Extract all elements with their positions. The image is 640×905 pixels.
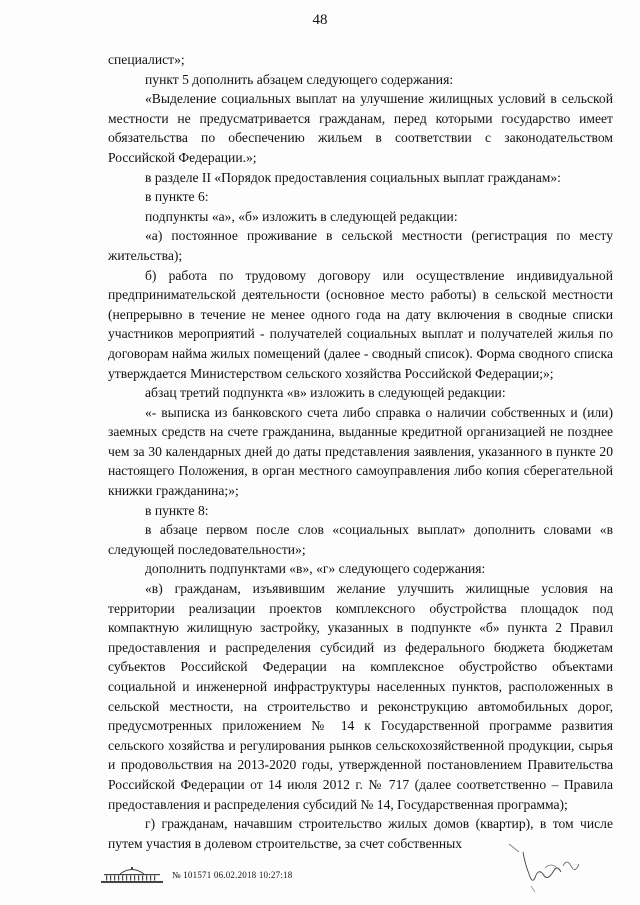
paragraph: «- выписка из банковского счета либо справка о наличии собственных и (или) заемных средств на счете гражданина, выданные кредитной организацией не позднее чем за 30 календарных дней до даты представления заявления, указанного в пункте 20 настоящего Положения, в орган местного самоуправления либо копия сберегательной книжки гражданина;»; <box>108 404 613 499</box>
paragraph: в абзаце первом после слов «социальных выплат» дополнить словами «в следующей последовательности»; <box>108 522 613 557</box>
paragraph: специалист»; <box>108 52 185 67</box>
paragraph: пункт 5 дополнить абзацем следующего содержания: <box>145 71 454 87</box>
document-body <box>108 50 613 853</box>
paragraph: в пункте 8: <box>145 502 209 518</box>
paragraph: в разделе II «Порядок предоставления социальных выплат гражданам»: <box>145 169 561 185</box>
paragraph: б) работа по трудовому договору или осуществление индивидуальной предпринимательской деятельности (основное место работы) в сельской местности (непрерывно в течение не менее одного года на дату включения в сводные списки участников мероприятий - получателей социальных выплат и получателей жилья по договорам найма жилых помещений (далее - сводный список). Форма сводного списка утверждается Министерством сельского хозяйства Российской Федерации;»; <box>108 267 613 381</box>
government-seal-icon <box>100 866 164 884</box>
paragraph: «Выделение социальных выплат на улучшение жилищных условий в сельской местности не предусматривается гражданам, перед которыми государство имеет обязательства по обеспечению жильем в соответствии с законодательством Российской Федерации.»; <box>108 91 613 165</box>
paragraph: в пункте 6: <box>145 189 209 205</box>
paragraph: «а) постоянное проживание в сельской местности (регистрация по месту жительства); <box>108 228 613 263</box>
paragraph: дополнить подпунктами «в», «г» следующего содержания: <box>145 561 486 577</box>
paragraph: подпункты «а», «б» изложить в следующей редакции: <box>145 208 458 224</box>
paragraph: абзац третий подпункта «в» изложить в следующей редакции: <box>145 385 506 401</box>
paragraph: г) гражданам, начавшим строительство жилых домов (квартир), в том числе путем участия в долевом строительстве, за счет собственных <box>108 816 613 851</box>
handwritten-signature-icon <box>505 838 585 898</box>
document-reference: № 101571 06.02.2018 10:27:18 <box>172 870 293 880</box>
paragraph: «в) гражданам, изъявившим желание улучшить жилищные условия на территории реализации проектов комплексного обустройства площадок под компактную жилищную застройку, указанных в подпункте «б» пункта 2 Правил предоставления и распределения субсидий из федерального бюджета бюджетам субъектов Российской Федерации на комплексное обустройство объектами социальной и инженерной инфраструктуры населенных пунктов, расположенных в сельской местности, на строительство и реконструкцию автомобильных дорог, предусмотренных приложением № 14 к Государственной программе развития сельского хозяйства и регулирования рынков сельскохозяйственной продукции, сырья и продовольствия на 2013-2020 годы, утвержденной постановлением Правительства Российской Федерации от 14 июля 2012 г. № 717 (далее соответственно – Правила предоставления и распределения субсидий № 14, Государственная программа); <box>108 581 613 812</box>
footer <box>100 864 520 886</box>
page-number: 48 <box>312 12 328 28</box>
